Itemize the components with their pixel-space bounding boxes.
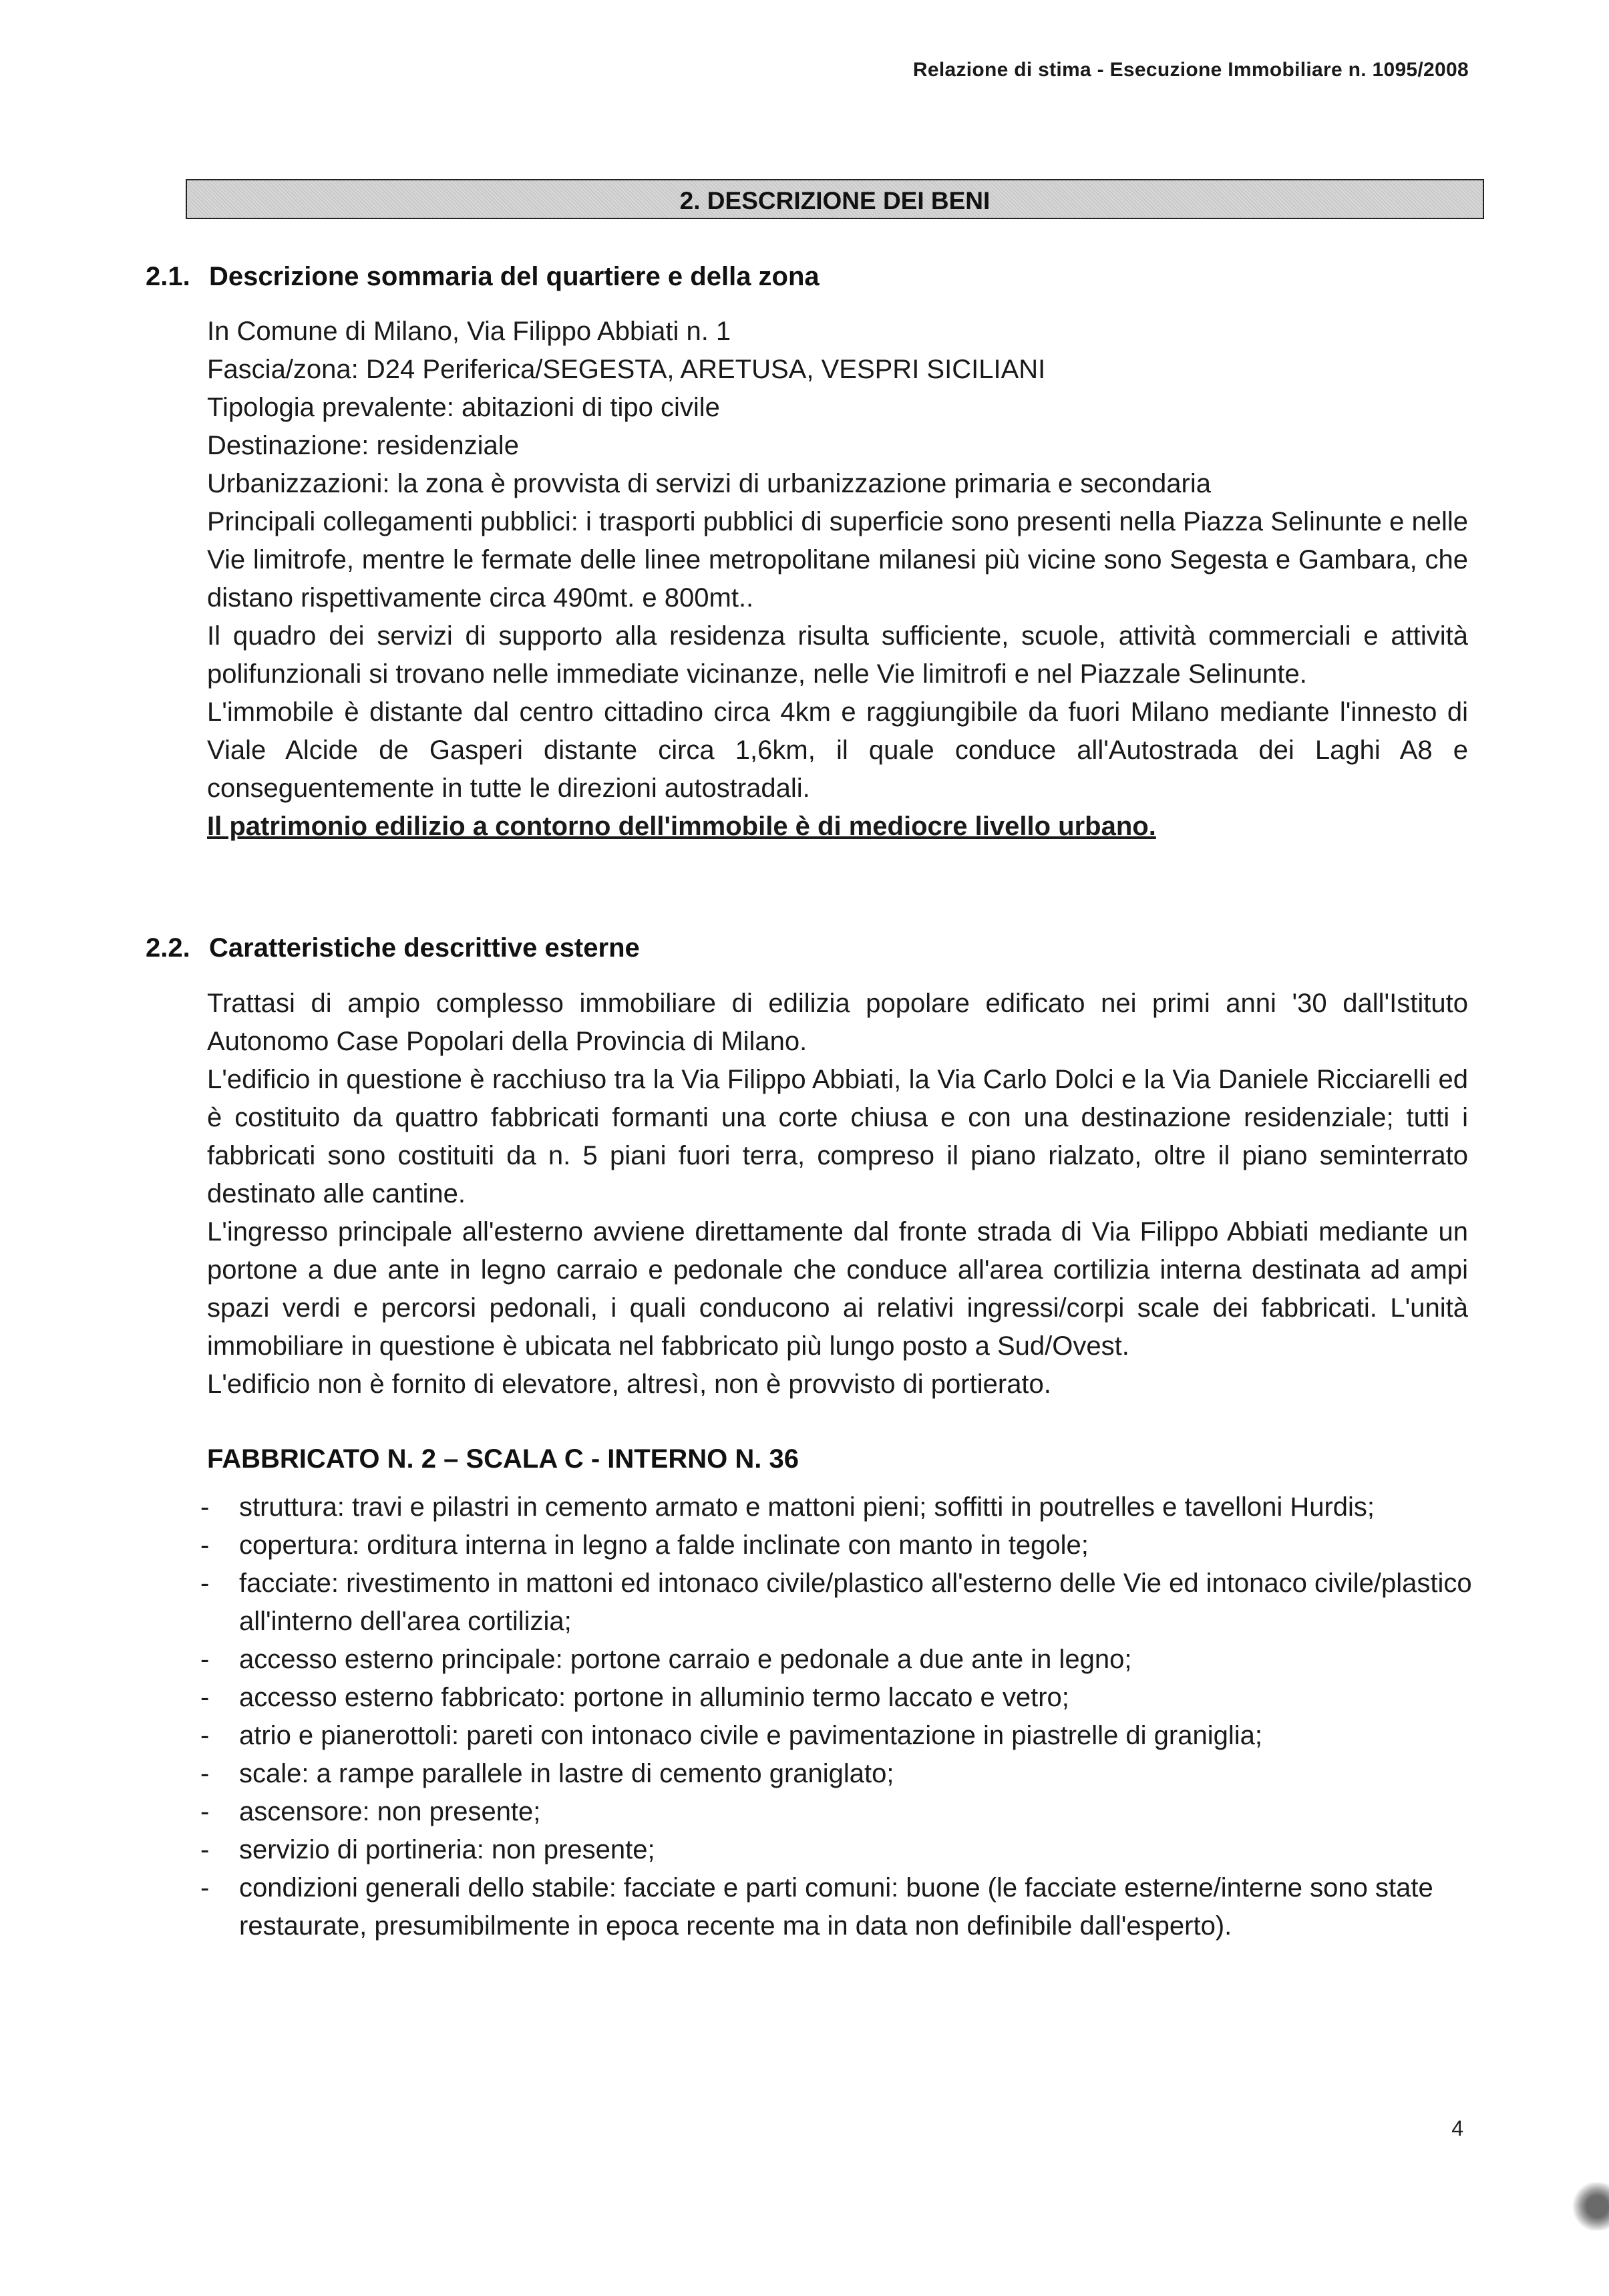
bullet-dash: -	[200, 1683, 210, 1712]
bullet-dash: -	[200, 1797, 210, 1826]
destination-line: Destinazione: residenziale	[207, 431, 519, 460]
list-item-text: struttura: travi e pilastri in cemento armato e mattoni pieni; soffitti in poutrelles e tavelloni Hurdis;	[239, 1492, 1375, 1522]
subsection-title: Caratteristiche descrittive esterne	[209, 933, 640, 963]
urbanization-line: Urbanizzazioni: la zona è provvista di servizi di urbanizzazione primaria e secondaria	[207, 469, 1211, 498]
building-label: FABBRICATO N. 2 – SCALA C - INTERNO N. 36	[207, 1444, 799, 1474]
features-list	[194, 1488, 1476, 1945]
page-number: 4	[1451, 2116, 1463, 2140]
subsection-heading-2-1	[146, 262, 820, 292]
list-item	[194, 1793, 1476, 1831]
complex-paragraph: Trattasi di ampio complesso immobiliare di edilizia popolare edificato nei primi anni '30 dall'Istituto Autonomo Case Popolari della Provincia di Milano.	[207, 989, 1468, 1056]
enclosure-paragraph: L'edificio in questione è racchiuso tra la Via Filippo Abbiati, la Via Carlo Dolci e la Via Daniele Ricciarelli ed è costituito da quattro fabbricati formanti una corte chiusa e con una destinazione residenziale; tutti i fabbricati sono costituiti da n. 5 piani fuori terra, compreso il piano rialzato, oltre il piano seminterrato destinato alle cantine.	[207, 1065, 1468, 1208]
section-title-banner	[186, 179, 1484, 219]
list-item-text: atrio e pianerottoli: pareti con intonaco civile e pavimentazione in piastrelle di graniglia;	[239, 1721, 1262, 1750]
subsection-heading-2-2	[146, 933, 640, 963]
list-item	[194, 1679, 1476, 1717]
section-title: 2. DESCRIZIONE DEI BENI	[679, 187, 991, 214]
bullet-dash: -	[200, 1530, 210, 1560]
entrance-paragraph: L'ingresso principale all'esterno avviene direttamente dal fronte strada di Via Filippo Abbiati mediante un portone a due ante in legno carraio e pedonale che conduce all'area cortilizia interna destinata ad ampi spazi verdi e percorsi pedonali, i quali conducono ai relativi ingressi/corpi scale dei fabbricati. L'unità immobiliare in questione è ubicata nel fabbricato più lungo posto a Sud/Ovest.	[207, 1217, 1468, 1361]
list-item	[194, 1641, 1476, 1679]
subsection-number: 2.1.	[146, 262, 190, 291]
elevator-paragraph: L'edificio non è fornito di elevatore, altresì, non è provvisto di portierato.	[207, 1369, 1051, 1399]
list-item-text: condizioni generali dello stabile: facciate e parti comuni: buone (le facciate esterne/interne sono state restaurate, presumibilmente in epoca recente ma in data non definibile dall'esperto).	[239, 1873, 1433, 1941]
list-item	[194, 1717, 1476, 1755]
typology-line: Tipologia prevalente: abitazioni di tipo civile	[207, 393, 720, 422]
list-item	[194, 1869, 1476, 1945]
list-item-text: ascensore: non presente;	[239, 1797, 541, 1826]
list-item	[194, 1526, 1476, 1565]
bullet-dash: -	[200, 1835, 210, 1864]
list-item-text: copertura: orditura interna in legno a falde inclinate con manto in tegole;	[239, 1530, 1089, 1560]
distance-paragraph: L'immobile è distante dal centro cittadino circa 4km e raggiungibile da fuori Milano mediante l'innesto di Viale Alcide de Gasperi distante circa 1,6km, il quale conduce all'Autostrada dei Laghi A8 e conseguentemente in tutte le direzioni autostradali.	[207, 697, 1468, 803]
list-item	[194, 1831, 1476, 1869]
list-item	[194, 1565, 1476, 1641]
conclusion-line: Il patrimonio edilizio a contorno dell'immobile è di mediocre livello urbano.	[207, 812, 1156, 841]
bullet-dash: -	[200, 1492, 210, 1522]
external-features-description	[207, 985, 1468, 1404]
bullet-dash: -	[200, 1645, 210, 1674]
bullet-dash: -	[200, 1873, 210, 1903]
list-item-text: scale: a rampe parallele in lastre di cemento graniglato;	[239, 1759, 894, 1788]
list-item-text: facciate: rivestimento in mattoni ed intonaco civile/plastico all'esterno delle Vie ed intonaco civile/plastico all'interno dell'area cortilizia;	[239, 1569, 1472, 1636]
list-item	[194, 1755, 1476, 1793]
subsection-title: Descrizione sommaria del quartiere e della zona	[209, 262, 820, 291]
subsection-number: 2.2.	[146, 933, 190, 963]
list-item	[194, 1488, 1476, 1526]
scan-artifact	[1570, 2182, 1609, 2231]
zone-line: Fascia/zona: D24 Periferica/SEGESTA, ARETUSA, VESPRI SICILIANI	[207, 355, 1046, 384]
address-line: In Comune di Milano, Via Filippo Abbiati n. 1	[207, 317, 731, 346]
list-item-text: accesso esterno fabbricato: portone in alluminio termo laccato e vetro;	[239, 1683, 1069, 1712]
zone-description	[207, 313, 1468, 846]
transport-paragraph: Principali collegamenti pubblici: i trasporti pubblici di superficie sono presenti nella Piazza Selinunte e nelle Vie limitrofe, mentre le fermate delle linee metropolitane milanesi più vicine sono Segesta e Gambara, che distano rispettivamente circa 490mt. e 800mt..	[207, 507, 1468, 613]
bullet-dash: -	[200, 1721, 210, 1750]
bullet-dash: -	[200, 1569, 210, 1598]
list-item-text: accesso esterno principale: portone carraio e pedonale a due ante in legno;	[239, 1645, 1132, 1674]
services-paragraph: Il quadro dei servizi di supporto alla residenza risulta sufficiente, scuole, attività commerciali e attività polifunzionali si trovano nelle immediate vicinanze, nelle Vie limitrofi e nel Piazzale Selinunte.	[207, 621, 1468, 689]
list-item-text: servizio di portineria: non presente;	[239, 1835, 655, 1864]
running-header: Relazione di stima - Esecuzione Immobiliare n. 1095/2008	[912, 59, 1469, 81]
bullet-dash: -	[200, 1759, 210, 1788]
